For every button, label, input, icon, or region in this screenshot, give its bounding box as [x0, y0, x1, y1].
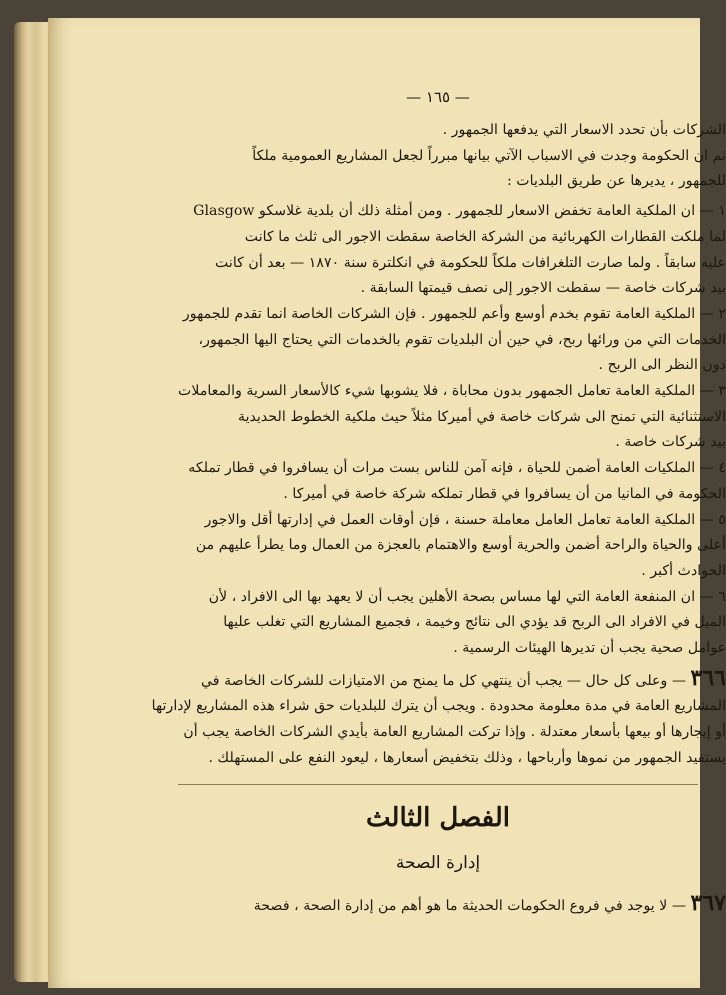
text-line: الميل في الافراد الى الربح قد يؤدي الى نتائج وخيمة ، فجميع المشاريع التي تغلب عليها — [223, 614, 726, 631]
text-line: ثم ان الحكومة وجدت في الاسباب الآتي بيانها مبرراً لجعل المشاريع العمومية ملكاً — [252, 147, 726, 164]
text-line: المشاريع العامة في مدة معلومة محدودة . ويجب أن يترك للبلديات حق شراء هذه المشاريع لإدارتها — [151, 698, 726, 715]
text-line: الخدمات التي من ورائها ربح، في حين أن البلديات تقوم بالخدمات التي يحتاج اليها الجمهور، — [198, 331, 726, 348]
text-line: ٤ — الملكيات العامة أضمن للحياة ، فإنه آمن للناس بست مرات أن يسافروا في قطار تملكه — [188, 460, 726, 477]
text-line: ٢ — الملكية العامة تقوم بخدم أوسع وأعم للجمهور . فإن الشركات الخاصة انما تقدم للجمهور — [182, 305, 726, 322]
text-line: ١ — ان الملكية العامة تخفض الاسعار للجمهور . ومن أمثلة ذلك أن بلدية غلاسكو Glasgow — [193, 203, 726, 220]
text-line: ٣ — الملكية العامة تعامل الجمهور بدون محاباة ، فلا يشوبها شيء كالأسعار السرية والمعاملات — [178, 383, 726, 400]
text-line: للجمهور ، يديرها عن طريق البلديات : — [507, 173, 726, 190]
text-line: الحوادث أكبر . — [641, 562, 726, 579]
section-title: إدارة الصحة — [395, 852, 481, 873]
paragraph-first-line: — لا يوجد في فروع الحكومات الحديثة ما هو أهم من إدارة الصحة ، فصحة — [253, 897, 687, 914]
paragraph-first-line: — وعلى كل حال — يجب أن ينتهي كل ما يمنح من الامتيازات للشركات الخاصة في — [200, 672, 687, 689]
text-line — [150, 666, 726, 695]
paragraph-367 — [150, 891, 726, 920]
chapter-title: الفصل الثالث — [366, 802, 510, 833]
text-line: دون النظر الى الربح . — [598, 357, 726, 374]
text-line: الشركات بأن تحدد الاسعار التي يدفعها الجمهور . — [442, 122, 726, 138]
text-line: لما ملكت القطارات الكهربائية من الشركة الخاصة سقطت الاجور الى ثلث ما كانت — [244, 228, 726, 245]
text-line: ٥ — الملكية العامة تعامل العامل معاملة حسنة ، فإن أوقات العمل في إدارتها أقل والاجور — [204, 511, 726, 528]
paragraph-366 — [150, 666, 726, 772]
book-page — [48, 18, 726, 988]
text-line: عليه سابقاً . ولما صارت التلغرافات ملكاً للحكومة في انكلترة سنة ١٨٧٠ — بعد أن كانت — [214, 254, 726, 271]
page-number: — ١٦٥ — — [406, 88, 470, 106]
text-line: بيد شركات خاصة . — [615, 434, 726, 451]
text-line: بيد شركات خاصة — سقطت الاجور إلى نصف قيمتها السابقة . — [360, 280, 726, 297]
text-line: أو إيجارها أو بيعها بأسعار معتدلة . وإذا تركت المشاريع العامة بأيدي الشركات الخاصة يجب أن — [183, 724, 726, 741]
paragraph-number: ٣٦٧ — [690, 889, 726, 916]
text-line: ٦ — ان المنفعة العامة التي لها مساس بصحة الأهلين يجب أن لا يعهد بها الى الافراد ، لأن — [208, 588, 726, 605]
text-line: الاستثنائية التي تمنح الى شركات خاصة في أميركا مثلاً حيث ملكية الخطوط الحديدية — [237, 408, 726, 425]
section-divider — [178, 784, 698, 785]
text-line: عوامل صحية يجب أن تديرها الهيئات الرسمية . — [453, 640, 726, 657]
paragraph-number: ٣٦٦ — [690, 664, 726, 691]
text-line: الحكومة في المانيا من أن يسافروا في قطار تملكه شركة خاصة في أميركا . — [283, 485, 726, 502]
top-paragraphs — [150, 118, 726, 662]
text-line: يستفيد الجمهور من نموها وأرباحها ، وذلك بتخفيض أسعارها ، ليعود النفع على المستهلك . — [208, 749, 726, 766]
page-content — [150, 88, 726, 919]
text-line: أعلى والحياة والراحة أضمن والحرية أوسع والاهتمام بالعجزة من العمال وما يطرأ عليهم من — [195, 537, 726, 554]
